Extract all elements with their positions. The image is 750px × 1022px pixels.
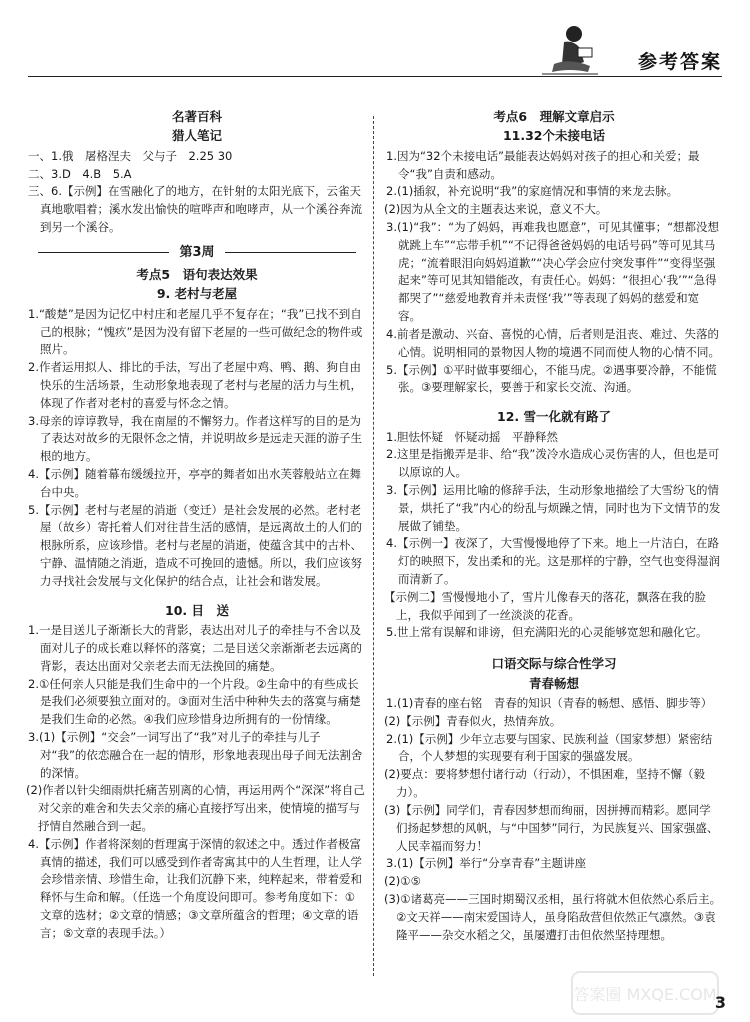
header-title: 参考答案 (637, 51, 722, 73)
answer-item: 4.【示例】作者将深刻的哲理寓于深情的叙述之中。透过作者极富真情的描述，我们可以感受到作者寄寓其中的人生哲理，让人学会珍惜亲情、珍惜生命，让我们沉静下来，纯粹起来，带着爱和释怀与生命和解。（任选一个角度设问即可。参考角度如下：①文章的选材；②文章的情感；③文章所蕴含的哲理；④文章的语言；⑤文章的表现手法。） (28, 836, 362, 940)
week-heading (28, 243, 366, 263)
section-subtitle: 青春畅想 (528, 675, 579, 691)
rule-left (38, 252, 169, 253)
answer-item: 1.因为“32个未接电话”最能表达妈妈对孩子的担心和关爱；最令“我”自责和感动。 (386, 148, 700, 181)
section-title: 考点5 语句表达效果 (136, 266, 258, 282)
answer-item: 3.(1)【示例】举行“分享青春”主题讲座 (386, 856, 587, 871)
answer-item: (2)要点：要将梦想付诸行动（行动），不惧困难，坚持不懈（毅力）。 (384, 767, 706, 800)
answer-item: 4.【示例一】夜深了，大雪慢慢地停了下来。地上一片洁白，在路灯的映照下，发出柔和的光。这是那样的宁静，空气也变得湿润而清新了。 (386, 536, 720, 586)
answer-item: 1.“酸楚”是因为记忆中村庄和老屋几乎不复存在；“我”已找不到自己的根脉；“愧疚”是因为没有留下老屋的一些可做纪念的物件或照片。 (28, 306, 363, 357)
section-subtitle: 11.32个未接电话 (502, 128, 606, 144)
watermark-logo (570, 968, 720, 1018)
right-column (386, 100, 722, 944)
answer-item: 4.前者是激动、兴奋、喜悦的心情，后者则是沮丧、难过、失落的心情。说明相同的景物因人物的境遇不同而使人物的心情不同。 (386, 326, 720, 359)
answer-item: 2.这里是指搬弄是非、给“我”泼冷水造成心灵伤害的人，但也是可以原谅的人。 (386, 447, 720, 480)
answer-item: 4.【示例】随着幕布缓缓拉开，亭亭的舞者如出水芙蓉般站立在舞台中央。 (28, 467, 361, 499)
week-label: 第3周 (179, 244, 215, 260)
answer-item: 2.①任何亲人只能是我们生命中的一个片段。②生命中的有些成长是我们必须要独立面对的。③面对生活中种种失去的落寞与痛楚是我们生命的必然。④我们应珍惜身边所拥有的一份情缘。 (28, 676, 361, 727)
answer-item: 5.【示例】①平时做事要细心，不能马虎。②遇事要冷静，不能慌张。③要理解家长，要善于和家长交流、沟通。 (386, 362, 717, 395)
answer-item: 【示例二】雪慢慢地小了，雪片儿像春天的落花，飘落在我的脸上，我似乎闻到了一丝淡淡的花香。 (384, 589, 706, 622)
section-subtitle: 猎人笔记 (171, 128, 222, 144)
answer-item: (2)【示例】青春似火，热情奔放。 (384, 713, 562, 728)
answer-item: 2.(1)【示例】少年立志要与国家、民族利益（国家梦想）紧密结合，个人梦想的实现要有利于国家的强盛发展。 (386, 731, 713, 764)
answer-item: 3.(1)“我”：“为了妈妈，再难我也愿意”，可见其懂事；“想都没想就跳上车”“忘带手机”“不记得爸爸妈妈的电话号码”等可见其马虎；“流着眼泪向妈妈道歉”“决心学会应付突发事件”“变得坚强起来”等可见其知错能改，有责任心。妈妈：“很担心‘我’”“急得都哭了”“慈爱地教育并未责怪‘我’”等表现了妈妈的慈爱和宽容。 (386, 220, 720, 324)
answer-item: 二、3.D 4.B 5.A (28, 166, 132, 181)
page-number: 3 (714, 993, 726, 1013)
answer-item: 3.【示例】运用比喻的修辞手法，生动形象地描绘了大雪纷飞的情景，烘托了“我”内心的纷乱与烦躁之情，同时也为下文情节的发展做了铺垫。 (386, 482, 721, 533)
section-subtitle: 12. 雪一化就有路了 (497, 409, 611, 425)
answer-item: 5.世上常有误解和诽谤，但充满阳光的心灵能够宽恕和融化它。 (386, 625, 708, 640)
answer-item: 5.【示例】老村与老屋的消逝（变迁）是社会发展的必然。老村老屋（故乡）寄托着人们对往昔生活的感情，是远离故土的人们的根脉所系，应该珍惜。老村与老屋的消逝，使蕴含其中的古朴、宁静、温情随之消逝，造成不可挽回的遗憾。所以，我们应该努力寻找社会发展与文化保护的结合点，让社会和谐发展。 (28, 502, 362, 588)
rule-right (225, 252, 356, 253)
answer-item: 一、1.俄 屠格涅夫 父与子 2.25 30 (28, 148, 233, 163)
section-subtitle: 9. 老村与老屋 (156, 286, 238, 302)
left-column (28, 100, 366, 943)
section-title: 名著百科 (171, 109, 222, 124)
column-divider (373, 116, 374, 976)
answer-item: 3.(1)【示例】“交会”一词写出了“我”对儿子的牵挂与儿子对“我”的依恋融合在一起的情形，形象地表现出母子间无法割舍的深情。 (28, 729, 363, 780)
section-title: 考点6 理解文章启示 (493, 109, 615, 124)
answer-item: (3)①诸葛亮——三国时期蜀汉丞相，虽行将就木但依然心系后主。②文天祥——南宋爱国诗人，虽身陷敌营但依然正气凛然。③袁隆平——杂交水稻之父，虽屡遭打击但依然坚持理想。 (384, 891, 722, 942)
answer-item: (2)作者以针尖细雨烘托痛苦别离的心情，再运用两个“深深”将自己对父亲的难舍和失去父亲的痛心直接抒写出来，使情境的描写与抒情自然融合到一起。 (26, 783, 365, 834)
header-rule (28, 76, 722, 77)
section-subtitle: 10. 目 送 (165, 602, 229, 618)
answer-item: (2)因为从全文的主题表达来说，意义不大。 (384, 202, 608, 217)
answer-item: 3.母亲的谆谆教导，我在南屋的不懈努力。作者这样写的目的是为了表达对故乡的无限怀念之情，并说明故乡是远走天涯的游子生根的地方。 (28, 413, 362, 464)
page-header (0, 0, 750, 78)
section-title: 口语交际与综合性学习 (491, 656, 617, 672)
answer-item: 三、6.【示例】在雪融化了的地方，在针射的太阳光底下，云雀天真地歌唱着；溪水发出愉快的喧哗声和咆哮声，从一个溪谷奔流到另一个溪谷。 (28, 184, 362, 234)
answer-item: 2.(1)插叙，补充说明“我”的家庭情况和事情的来龙去脉。 (386, 184, 679, 199)
answer-item: 1.(1)青春的座右铭 青春的知识（青春的畅想、感悟、脚步等） (386, 696, 713, 710)
answer-item: 1.一是目送儿子渐渐长大的背影，表达出对儿子的牵挂与不舍以及面对儿子的成长难以释怀的落寞；二是目送父亲渐渐老去远离的背影，表达出面对父亲老去而无法挽回的痛楚。 (28, 623, 362, 673)
answer-item: 2.作者运用拟人、排比的手法，写出了老屋中鸡、鸭、鹅、狗自由快乐的生活场景，生动形象地表现了老村与老屋的活力与生机，体现了作者对老村的喜爱与怀念之情。 (28, 360, 362, 410)
answer-item: (3)【示例】同学们，青春因梦想而绚丽，因拼搏而精彩。愿同学们扬起梦想的风帆，与“中国梦”同行，为民族复兴、国家强盛、人民幸福而努力！ (384, 802, 719, 853)
answer-item: (2)①⑤ (384, 874, 421, 889)
answer-item: 1.胆怯怀疑 怀疑动摇 平静释然 (386, 429, 558, 444)
svg-text:答案圈 MXQE.COM: 答案圈 MXQE.COM (573, 985, 717, 1004)
reading-girl-icon (540, 22, 600, 78)
